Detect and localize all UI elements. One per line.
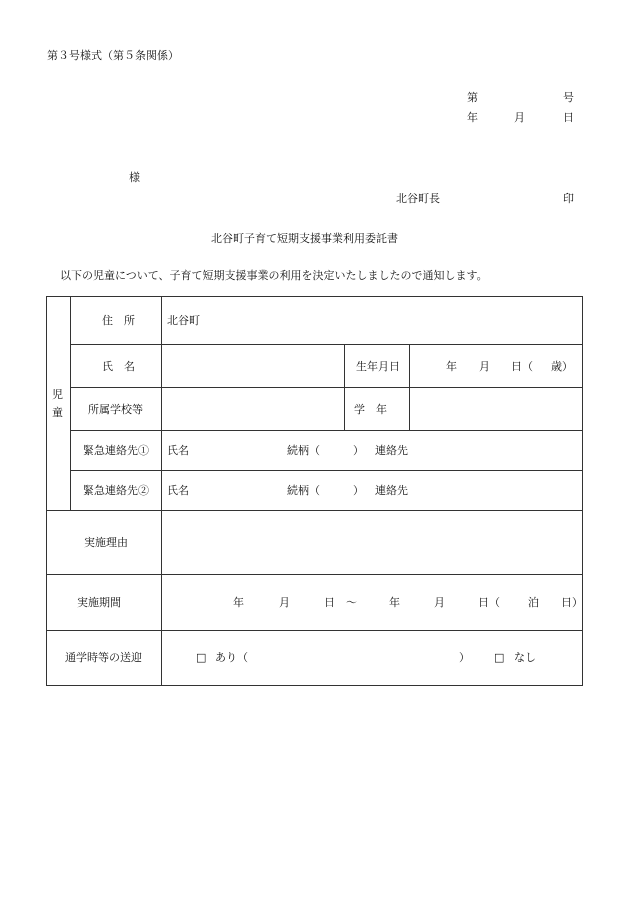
transport-yes-close: ） [459,651,470,664]
intro-text: 以下の児童について、子育て短期支援事業の利用を決定いたしましたので通知します。 [60,269,488,282]
period-start-day: 日 ～ [324,596,357,609]
emergency-contact-2-label: 緊急連絡先② [83,484,149,497]
child-group-label-2: 童 [52,406,63,419]
emergency-contact-1-label: 緊急連絡先① [83,444,149,457]
transport-label: 通学時等の送迎 [65,651,142,664]
doc-number-prefix: 第 [467,91,478,104]
name-label: 氏 名 [102,360,135,373]
emergency-1-contact: 連絡先 [375,444,408,457]
period-end-day: 日（ [478,596,500,609]
birth-day: 日（ [511,360,533,373]
emergency-2-relation: 続柄（ ） [287,484,364,497]
emergency-2-contact: 連絡先 [375,484,408,497]
sender-name: 北谷町長 [396,192,440,205]
emergency-1-relation: 続柄（ ） [287,444,364,457]
emergency-1-name: 氏名 [167,444,189,457]
period-start-year: 年 [233,596,244,609]
reason-label: 実施理由 [84,536,128,549]
transport-no-checkbox[interactable]: □ [494,651,505,664]
birth-age: 歳） [551,360,573,373]
transport-no-label: なし [514,651,536,664]
doc-number-suffix: 号 [563,91,574,104]
seal-mark: 印 [563,192,574,205]
period-nights: 泊 [528,596,539,609]
birth-year: 年 [446,360,457,373]
form-number: 第３号様式（第５条関係） [47,49,179,62]
school-label: 所属学校等 [88,403,143,416]
date-month: 月 [514,111,525,124]
period-end-year: 年 [389,596,400,609]
transport-yes-label: あり（ [215,651,248,664]
addressee-honorific: 様 [129,171,140,184]
period-label: 実施期間 [77,596,121,609]
period-end-month: 月 [434,596,445,609]
transport-yes-checkbox[interactable]: □ [196,651,207,664]
child-group-label-1: 児 [52,388,63,401]
address-value: 北谷町 [167,314,200,327]
address-label: 住 所 [102,314,135,327]
date-year: 年 [467,111,478,124]
document-title: 北谷町子育て短期支援事業利用委託書 [211,232,398,245]
period-start-month: 月 [279,596,290,609]
birth-month: 月 [479,360,490,373]
emergency-2-name: 氏名 [167,484,189,497]
period-days: 日） [561,596,583,609]
date-day: 日 [563,111,574,124]
grade-label: 学 年 [354,403,387,416]
birthdate-label: 生年月日 [356,360,400,373]
